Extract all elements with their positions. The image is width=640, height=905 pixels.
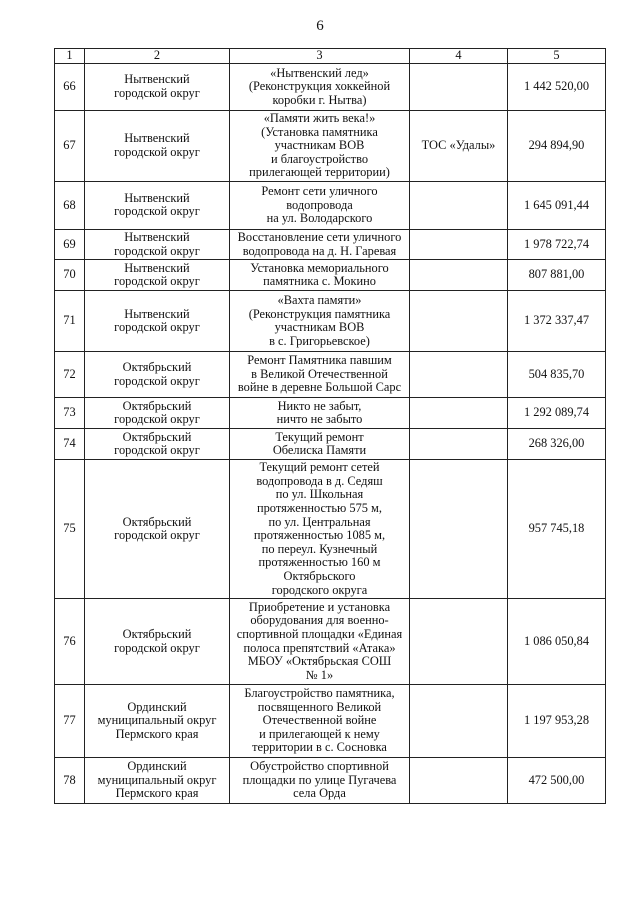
amount-cell: 1 197 953,28 [508, 685, 606, 758]
table-row [55, 429, 606, 460]
amount-cell: 1 978 722,74 [508, 229, 606, 259]
amount-cell: 1 372 337,47 [508, 291, 606, 352]
initiator-cell [410, 64, 508, 111]
municipality-cell: Нытвенский городской округ [85, 111, 230, 182]
municipality-cell: Октябрьский городской округ [85, 599, 230, 685]
row-number: 78 [55, 758, 85, 804]
initiator-cell [410, 429, 508, 460]
row-number: 75 [55, 460, 85, 599]
municipality-cell: Октябрьский городской округ [85, 352, 230, 398]
table-row [55, 111, 606, 182]
row-number: 77 [55, 685, 85, 758]
project-cell: Обустройство спортивной площадки по улице Пугачева села Орда [230, 758, 410, 804]
table-row [55, 685, 606, 758]
municipality-cell: Нытвенский городской округ [85, 64, 230, 111]
amount-cell: 1 086 050,84 [508, 599, 606, 685]
initiator-cell [410, 260, 508, 291]
table-row [55, 260, 606, 291]
initiator-cell [410, 291, 508, 352]
initiator-cell [410, 352, 508, 398]
project-cell: Текущий ремонт Обелиска Памяти [230, 429, 410, 460]
initiator-cell [410, 685, 508, 758]
projects-table [54, 48, 606, 804]
municipality-cell: Ординский муниципальный округ Пермского края [85, 685, 230, 758]
table-row [55, 291, 606, 352]
table-row [55, 229, 606, 259]
project-cell: «Нытвенский лед» (Реконструкция хоккейной коробки г. Нытва) [230, 64, 410, 111]
row-number: 67 [55, 111, 85, 182]
municipality-cell: Нытвенский городской округ [85, 229, 230, 259]
table-row [55, 181, 606, 229]
amount-cell: 294 894,90 [508, 111, 606, 182]
row-number: 69 [55, 229, 85, 259]
row-number: 68 [55, 181, 85, 229]
row-number: 71 [55, 291, 85, 352]
table-row [55, 460, 606, 599]
row-number: 72 [55, 352, 85, 398]
amount-cell: 268 326,00 [508, 429, 606, 460]
municipality-cell: Октябрьский городской округ [85, 429, 230, 460]
column-number-2: 2 [85, 49, 230, 64]
project-cell: Благоустройство памятника, посвященного Великой Отечественной войне и прилегающей к нему территории в с. Сосновка [230, 685, 410, 758]
column-number-4: 4 [410, 49, 508, 64]
table-row [55, 758, 606, 804]
initiator-cell [410, 229, 508, 259]
table-row [55, 398, 606, 429]
column-number-3: 3 [230, 49, 410, 64]
column-number-row [55, 49, 606, 64]
amount-cell: 807 881,00 [508, 260, 606, 291]
initiator-cell [410, 460, 508, 599]
project-cell: Текущий ремонт сетей водопровода в д. Седяш по ул. Школьная протяженностью 575 м, по ул. Центральная протяженностью 1085 м, по переул. Кузнечный протяженностью 160 м Октябрьского городского округа [230, 460, 410, 599]
amount-cell: 1 442 520,00 [508, 64, 606, 111]
project-cell: «Вахта памяти» (Реконструкция памятника участникам ВОВ в с. Григорьевское) [230, 291, 410, 352]
initiator-cell: ТОС «Удалы» [410, 111, 508, 182]
municipality-cell: Октябрьский городской округ [85, 398, 230, 429]
row-number: 74 [55, 429, 85, 460]
amount-cell: 1 292 089,74 [508, 398, 606, 429]
project-cell: Установка мемориального памятника с. Мокино [230, 260, 410, 291]
initiator-cell [410, 181, 508, 229]
municipality-cell: Октябрьский городской округ [85, 460, 230, 599]
project-cell: Ремонт сети уличного водопровода на ул. Володарского [230, 181, 410, 229]
amount-cell: 1 645 091,44 [508, 181, 606, 229]
amount-cell: 504 835,70 [508, 352, 606, 398]
row-number: 66 [55, 64, 85, 111]
initiator-cell [410, 758, 508, 804]
amount-cell: 472 500,00 [508, 758, 606, 804]
project-cell: Приобретение и установка оборудования для военно- спортивной площадки «Единая полоса препятствий «Атака» МБОУ «Октябрьская СОШ № 1» [230, 599, 410, 685]
row-number: 70 [55, 260, 85, 291]
municipality-cell: Нытвенский городской округ [85, 291, 230, 352]
page-number: 6 [316, 18, 324, 34]
project-cell: Ремонт Памятника павшим в Великой Отечественной войне в деревне Большой Сарс [230, 352, 410, 398]
municipality-cell: Ординский муниципальный округ Пермского края [85, 758, 230, 804]
row-number: 76 [55, 599, 85, 685]
initiator-cell [410, 599, 508, 685]
municipality-cell: Нытвенский городской округ [85, 260, 230, 291]
project-cell: «Памяти жить века!» (Установка памятника участникам ВОВ и благоустройство прилегающей территории) [230, 111, 410, 182]
table-row [55, 599, 606, 685]
column-number-1: 1 [55, 49, 85, 64]
amount-cell: 957 745,18 [508, 460, 606, 599]
column-number-5: 5 [508, 49, 606, 64]
table-row [55, 352, 606, 398]
table-row [55, 64, 606, 111]
project-cell: Восстановление сети уличного водопровода на д. Н. Гаревая [230, 229, 410, 259]
projects-table-body [55, 49, 606, 804]
initiator-cell [410, 398, 508, 429]
project-cell: Никто не забыт, ничто не забыто [230, 398, 410, 429]
row-number: 73 [55, 398, 85, 429]
municipality-cell: Нытвенский городской округ [85, 181, 230, 229]
